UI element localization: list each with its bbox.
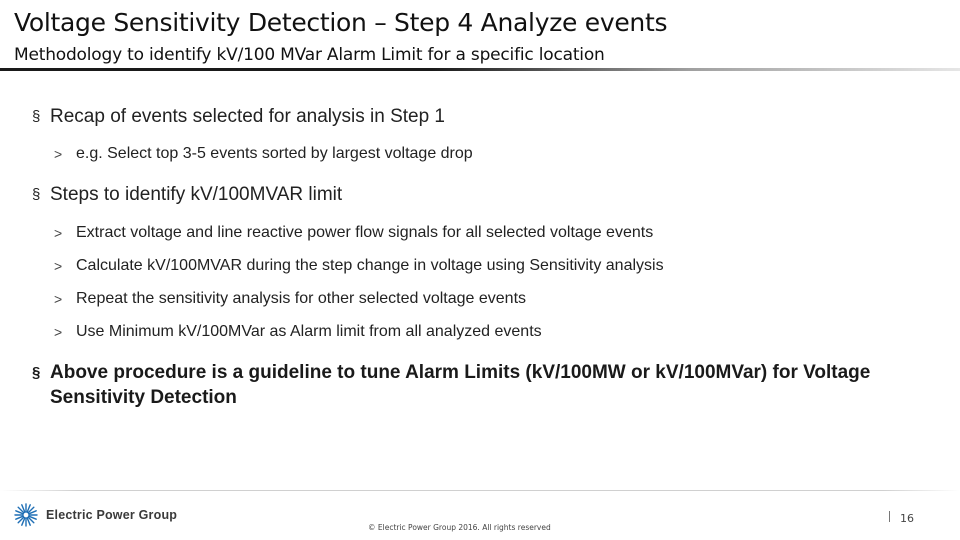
bullet-recap xyxy=(32,104,932,129)
sub-bullet xyxy=(54,255,932,277)
sub-bullet xyxy=(54,288,932,310)
sub-bullet-text: Use Minimum kV/100MVar as Alarm limit from all analyzed events xyxy=(76,323,542,340)
sub-bullet-marker: > xyxy=(54,291,63,307)
sub-bullet-text: Repeat the sensitivity analysis for other selected voltage events xyxy=(76,290,527,307)
sub-bullet-marker: > xyxy=(54,146,63,162)
sub-bullet xyxy=(54,143,932,165)
bullet-marker: § xyxy=(32,186,41,203)
slide-subtitle: Methodology to identify kV/100 MVar Alarm Limit for a specific location xyxy=(14,45,605,65)
sub-bullet-marker: > xyxy=(54,258,63,274)
sub-bullet xyxy=(54,222,932,244)
footer-divider xyxy=(0,490,960,491)
slide-title: Voltage Sensitivity Detection – Step 4 Analyze events xyxy=(14,8,668,37)
sub-bullet-text: Extract voltage and line reactive power flow signals for all selected voltage events xyxy=(76,224,654,241)
bullet-text: Steps to identify kV/100MVAR limit xyxy=(50,184,343,205)
page-separator xyxy=(889,511,890,522)
sub-bullet-text: Calculate kV/100MVAR during the step change in voltage using Sensitivity analysis xyxy=(76,257,664,274)
sub-bullet xyxy=(54,321,932,343)
bullet-marker: § xyxy=(32,364,41,381)
title-divider xyxy=(0,68,960,71)
bullet-steps xyxy=(32,182,932,207)
starburst-logo-icon xyxy=(14,503,38,527)
bullet-marker: § xyxy=(32,108,41,125)
bullet-text: Recap of events selected for analysis in Step 1 xyxy=(50,106,446,127)
copyright-text: © Electric Power Group 2016. All rights reserved xyxy=(368,523,551,532)
bullet-guideline xyxy=(32,360,932,410)
bullet-list xyxy=(32,104,932,410)
company-logo xyxy=(14,503,177,527)
logo-text: Electric Power Group xyxy=(46,508,178,522)
page-number: 16 xyxy=(900,512,914,525)
sub-bullet-text: e.g. Select top 3-5 events sorted by largest voltage drop xyxy=(76,145,473,162)
sub-bullet-marker: > xyxy=(54,225,63,241)
bullet-text: Above procedure is a guideline to tune Alarm Limits (kV/100MW or kV/100MVar) for Voltage Sensitivity Detection xyxy=(50,362,871,408)
sub-bullet-marker: > xyxy=(54,324,63,340)
